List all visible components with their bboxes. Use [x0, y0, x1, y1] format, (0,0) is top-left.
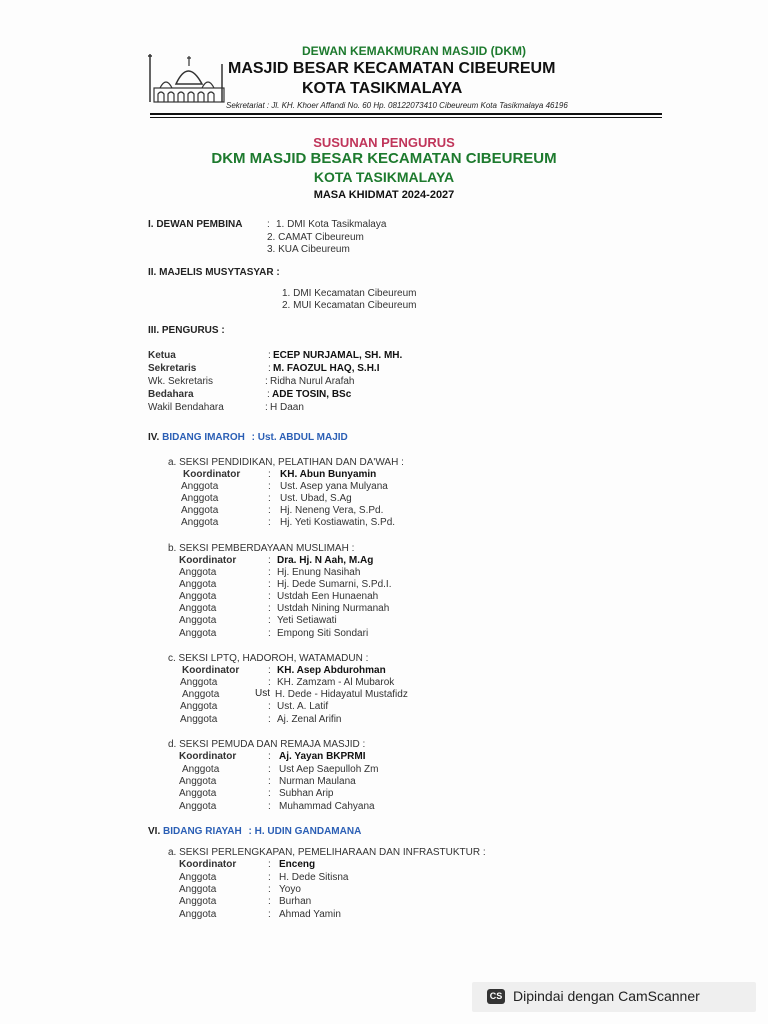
colon: :	[267, 389, 270, 400]
section-pengurus-title: III. PENGURUS :	[148, 325, 225, 336]
pengurus-role: Wk. Sekretaris	[148, 376, 214, 387]
colon: :	[268, 701, 271, 712]
mosque-logo	[146, 44, 228, 108]
seksi-title: a. SEKSI PERLENGKAPAN, PEMELIHARAAN DAN INFRASTUKTUR :	[168, 847, 486, 858]
colon: :	[268, 469, 271, 480]
colon: :	[265, 376, 268, 387]
majelis-item: 2. MUI Kecamatan Cibeureum	[282, 300, 417, 311]
anggota-label: Anggota	[179, 801, 217, 812]
section-pembina-title: I. DEWAN PEMBINA	[148, 219, 243, 230]
pengurus-name: H Daan	[270, 402, 304, 413]
colon: :	[268, 896, 271, 907]
anggota-label: Anggota	[182, 689, 220, 700]
koordinator-label: Koordinator	[179, 859, 237, 870]
anggota-name: Ust. A. Latif	[277, 701, 329, 712]
anggota-name: Empong Siti Sondari	[277, 628, 369, 639]
anggota-label: Anggota	[179, 884, 217, 895]
colon: :	[268, 872, 271, 883]
camscanner-icon: CS	[487, 989, 505, 1004]
anggota-name: Hj. Yeti Kostiawatin, S.Pd.	[280, 517, 396, 528]
anggota-label: Anggota	[179, 615, 217, 626]
anggota-label: Anggota	[179, 567, 217, 578]
colon: :	[267, 219, 270, 230]
anggota-label: Anggota	[179, 579, 217, 590]
anggota-label: Anggota	[182, 764, 220, 775]
anggota-name: Burhan	[279, 896, 312, 907]
koordinator-name: Dra. Hj. N Aah, M.Ag	[277, 555, 374, 566]
colon: :	[268, 505, 271, 516]
pengurus-role: Wakil Bendahara	[148, 402, 224, 413]
colon: :	[268, 517, 271, 528]
seksi-title: b. SEKSI PEMBERDAYAAN MUSLIMAH :	[168, 543, 355, 554]
colon: :	[268, 615, 271, 626]
anggota-name: Ust. Asep yana Mulyana	[280, 481, 388, 492]
anggota-label: Anggota	[179, 896, 217, 907]
colon: :	[268, 801, 271, 812]
colon: :	[268, 555, 271, 566]
anggota-name: Subhan Arip	[279, 788, 334, 799]
riayah-head: : H. UDIN GANDAMANA	[248, 826, 362, 837]
koordinator-label: Koordinator	[179, 555, 237, 566]
letterhead-address: Sekretariat : Jl. KH. Khoer Affandi No. 60 Hp. 08122073410 Cibeureum Kota Tasikmalaya 46196	[226, 101, 568, 110]
anggota-name: Aj. Zenal Arifin	[277, 714, 342, 725]
majelis-item: 1. DMI Kecamatan Cibeureum	[282, 288, 417, 299]
colon: :	[268, 579, 271, 590]
anggota-name: Ustdah Nining Nurmanah	[277, 603, 390, 614]
pengurus-name: ECEP NURJAMAL, SH. MH.	[273, 350, 403, 361]
colon: :	[268, 884, 271, 895]
koordinator-name: Aj. Yayan BKPRMI	[279, 751, 366, 762]
ust-handwritten-mark: Ust	[255, 688, 270, 699]
anggota-name: Hj. Neneng Vera, S.Pd.	[280, 505, 384, 516]
anggota-label: Anggota	[179, 628, 217, 639]
anggota-name: Yeti Setiawati	[277, 615, 337, 626]
pengurus-name: ADE TOSIN, BSc	[272, 389, 352, 400]
heading-kota: KOTA TASIKMALAYA	[313, 169, 455, 185]
koordinator-name: KH. Asep Abdurohman	[277, 665, 386, 676]
colon: :	[268, 764, 271, 775]
anggota-name: H. Dede - Hidayatul Mustafidz	[275, 689, 408, 700]
anggota-label: Anggota	[181, 493, 219, 504]
imaroh-label: BIDANG IMAROH	[162, 432, 245, 443]
colon: :	[268, 363, 271, 374]
anggota-name: Yoyo	[279, 884, 301, 895]
anggota-label: Anggota	[180, 701, 218, 712]
anggota-label: Anggota	[181, 517, 219, 528]
seksi-title: c. SEKSI LPTQ, HADOROH, WATAMADUN :	[168, 653, 369, 664]
camscanner-text: Dipindai dengan CamScanner	[513, 988, 700, 1004]
anggota-name: Hj. Dede Sumarni, S.Pd.I.	[277, 579, 392, 590]
riayah-label: BIDANG RIAYAH	[163, 826, 242, 837]
colon: :	[265, 402, 268, 413]
koordinator-name: KH. Abun Bunyamin	[280, 469, 377, 480]
anggota-label: Anggota	[179, 603, 217, 614]
pengurus-role: Bedahara	[148, 389, 194, 400]
pembina-item: 2. CAMAT Cibeureum	[267, 232, 364, 243]
heading-dkm: DKM MASJID BESAR KECAMATAN CIBEUREUM	[211, 150, 557, 167]
pengurus-name: M. FAOZUL HAQ, S.H.I	[273, 363, 380, 374]
heading-susunan: SUSUNAN PENGURUS	[313, 135, 455, 150]
section-riayah-title	[148, 826, 361, 837]
pembina-item: 1. DMI Kota Tasikmalaya	[276, 219, 387, 230]
section-imaroh-title	[148, 432, 348, 443]
colon: :	[268, 788, 271, 799]
colon: :	[268, 481, 271, 492]
seksi-title: a. SEKSI PENDIDIKAN, PELATIHAN DAN DA'WAH :	[168, 457, 404, 468]
pengurus-role: Ketua	[148, 350, 176, 361]
anggota-name: Ust. Ubad, S.Ag	[280, 493, 352, 504]
anggota-name: Ust Aep Saepulloh Zm	[279, 764, 379, 775]
koordinator-label: Koordinator	[179, 751, 237, 762]
heading-masa: MASA KHIDMAT 2024-2027	[313, 189, 455, 201]
letterhead-rule-thin	[150, 117, 662, 118]
colon: :	[268, 628, 271, 639]
colon: :	[268, 603, 271, 614]
colon: :	[268, 493, 271, 504]
anggota-name: Ahmad Yamin	[279, 909, 341, 920]
colon: :	[268, 350, 271, 361]
anggota-label: Anggota	[179, 591, 217, 602]
anggota-name: KH. Zamzam - Al Mubarok	[277, 677, 395, 688]
koordinator-name: Enceng	[279, 859, 316, 870]
koordinator-label: Koordinator	[183, 469, 241, 480]
anggota-label: Anggota	[181, 505, 219, 516]
colon: :	[268, 859, 271, 870]
section-majelis-title: II. MAJELIS MUSYTASYAR :	[148, 267, 280, 278]
anggota-name: Muhammad Cahyana	[279, 801, 375, 812]
imaroh-prefix: IV.	[148, 432, 160, 443]
riayah-prefix: VI.	[148, 826, 161, 837]
colon: :	[268, 751, 271, 762]
anggota-name: Ustdah Een Hunaenah	[277, 591, 379, 602]
colon: :	[268, 567, 271, 578]
letterhead-org: DEWAN KEMAKMURAN MASJID (DKM)	[302, 44, 526, 58]
pengurus-name: Ridha Nurul Arafah	[270, 376, 355, 387]
letterhead-rule-thick	[150, 113, 662, 115]
colon: :	[268, 909, 271, 920]
anggota-label: Anggota	[179, 872, 217, 883]
colon: :	[268, 591, 271, 602]
anggota-label: Anggota	[181, 481, 219, 492]
anggota-label: Anggota	[179, 788, 217, 799]
imaroh-head: : Ust. ABDUL MAJID	[251, 432, 348, 443]
anggota-label: Anggota	[180, 677, 218, 688]
anggota-name: Nurman Maulana	[279, 776, 356, 787]
seksi-title: d. SEKSI PEMUDA DAN REMAJA MASJID :	[168, 739, 366, 750]
anggota-name: Hj. Enung Nasihah	[277, 567, 361, 578]
anggota-label: Anggota	[180, 714, 218, 725]
letterhead-kota: KOTA TASIKMALAYA	[302, 80, 463, 97]
anggota-label: Anggota	[179, 909, 217, 920]
pengurus-role: Sekretaris	[148, 363, 197, 374]
anggota-name: H. Dede Sitisna	[279, 872, 349, 883]
anggota-label: Anggota	[179, 776, 217, 787]
colon: :	[268, 714, 271, 725]
colon: :	[268, 677, 271, 688]
pembina-item: 3. KUA Cibeureum	[267, 244, 350, 255]
colon: :	[268, 776, 271, 787]
koordinator-label: Koordinator	[182, 665, 240, 676]
letterhead-masjid: MASJID BESAR KECAMATAN CIBEUREUM	[228, 60, 556, 77]
colon: :	[268, 665, 271, 676]
